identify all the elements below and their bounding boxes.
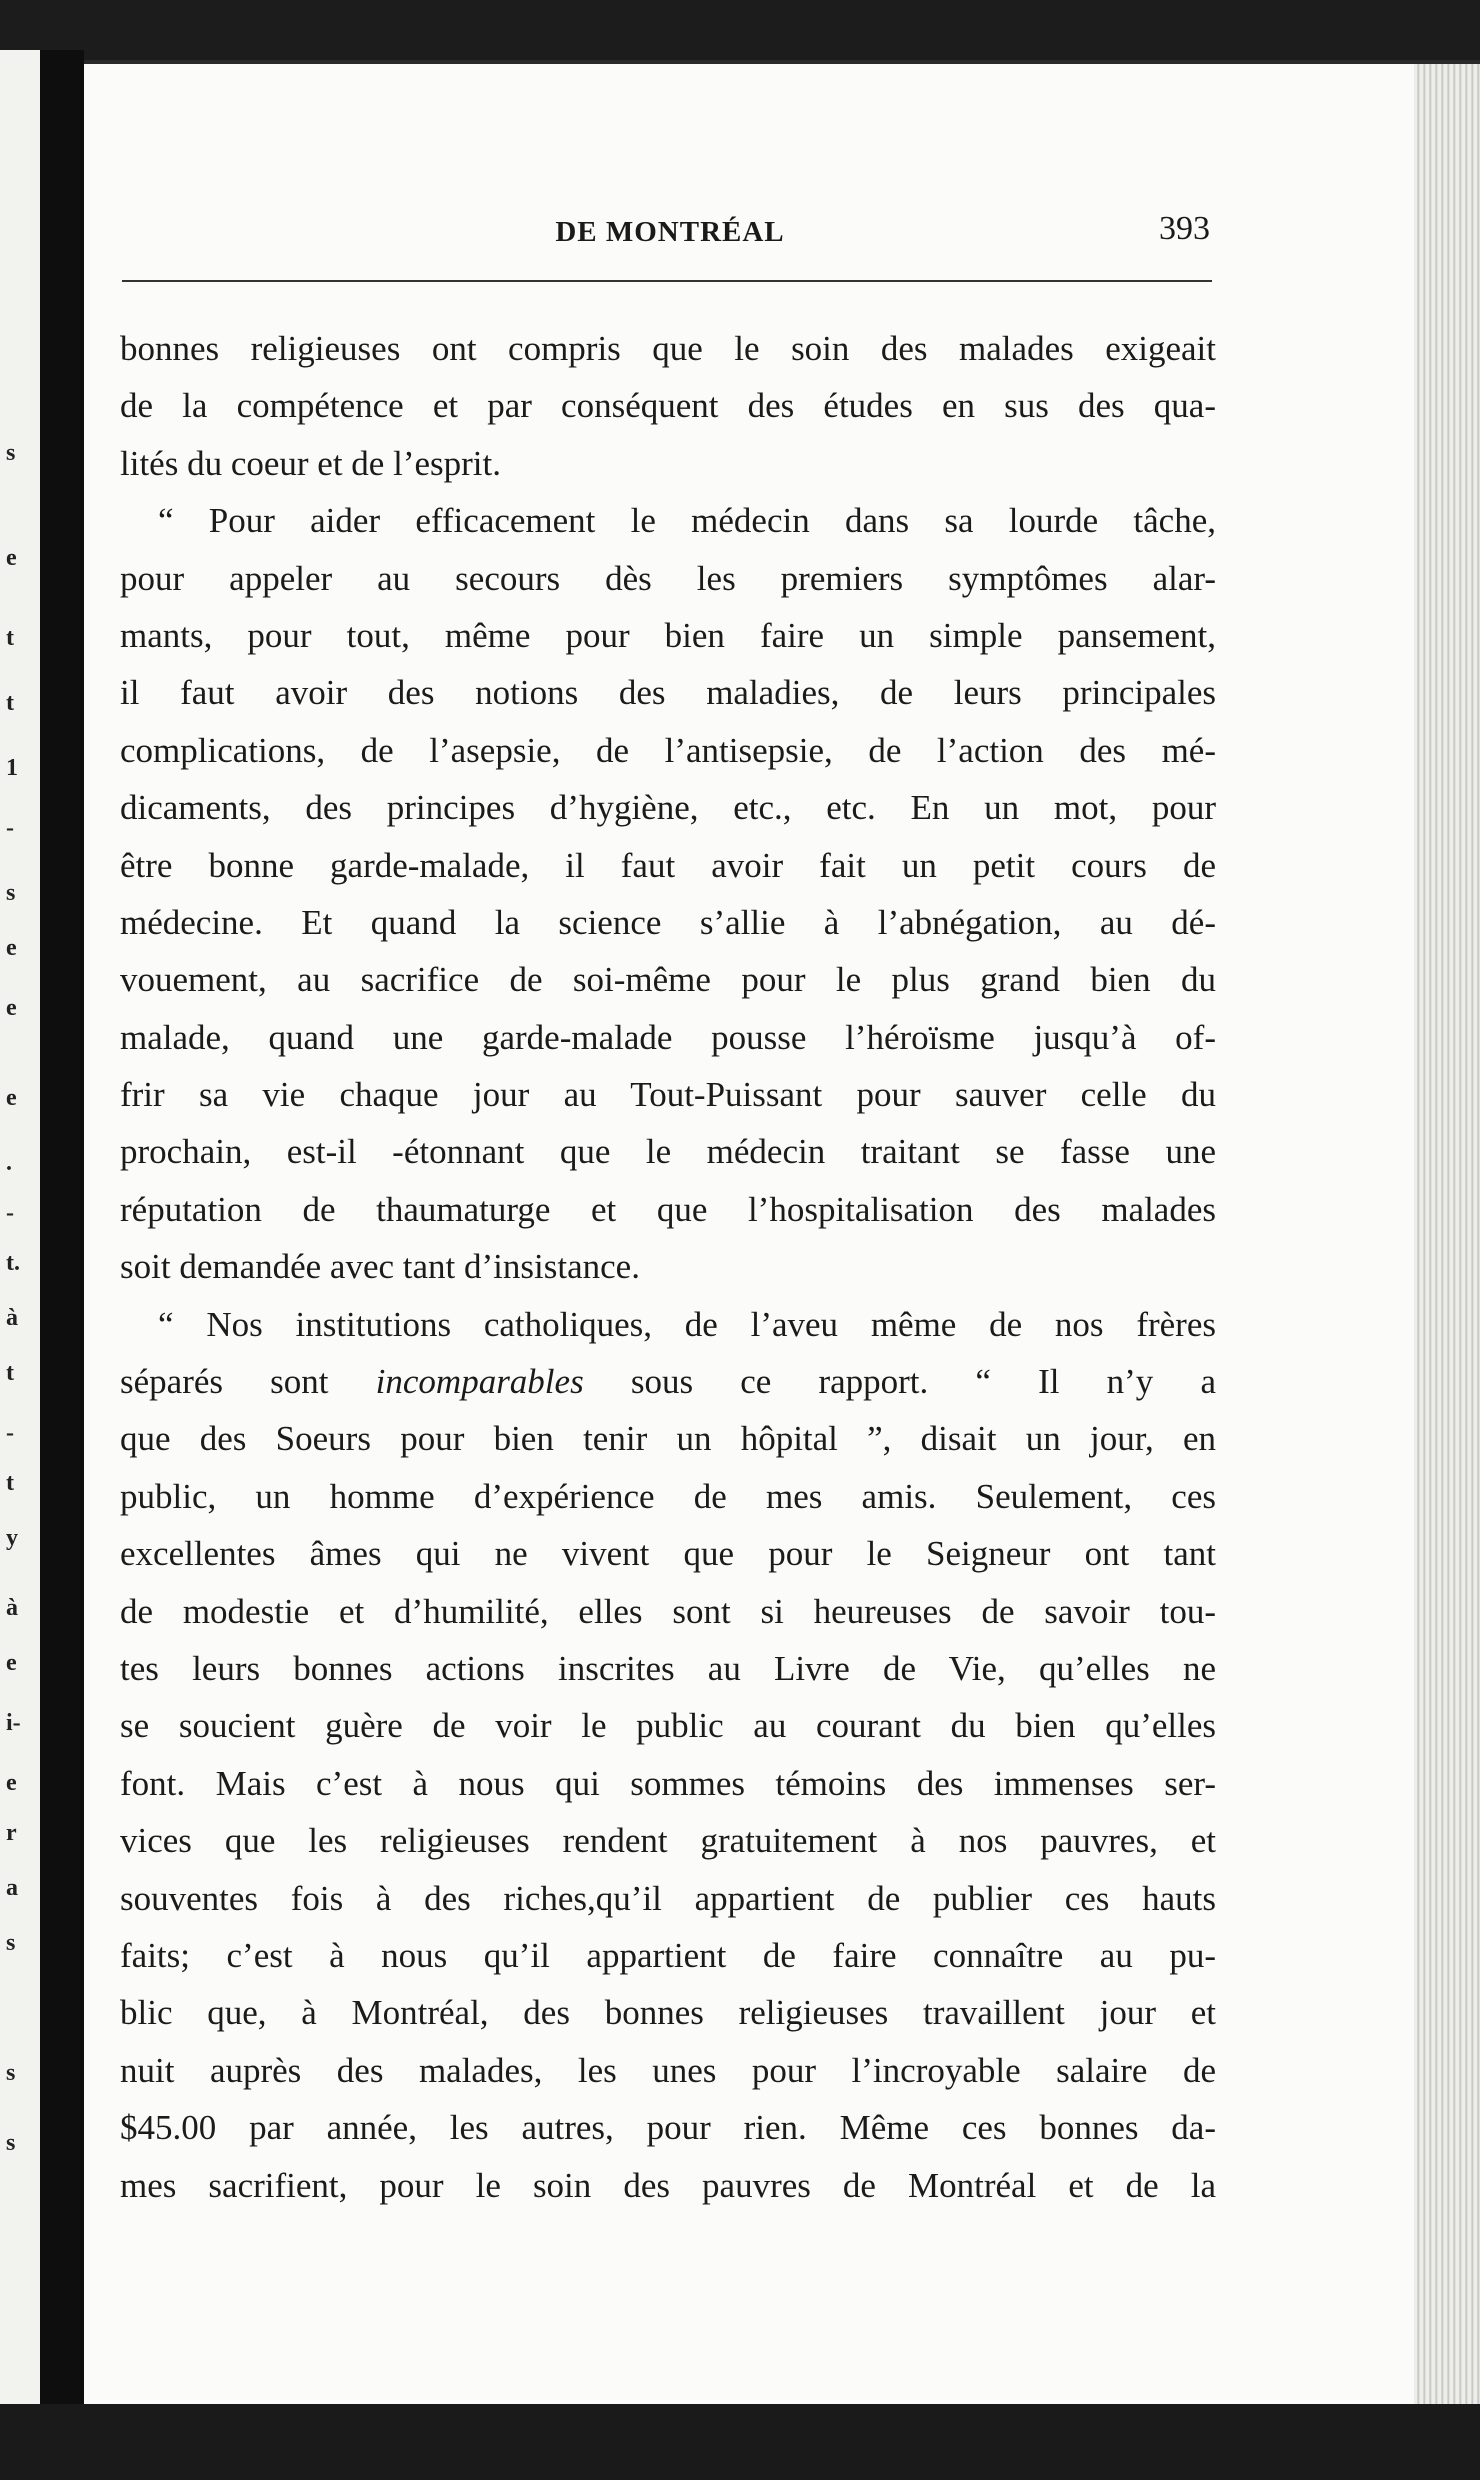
text-line: mants, pour tout, même pour bien faire un simple pansement, bbox=[120, 615, 1216, 655]
page-edges bbox=[1414, 64, 1480, 2404]
text-line-part: sous ce rapport. “ Il n’y a bbox=[583, 1362, 1216, 1402]
text-line: lités du coeur et de l’esprit. bbox=[120, 443, 501, 483]
text-line: bonnes religieuses ont compris que le soin des malades exigeait bbox=[120, 329, 1216, 368]
text-line: mes sacrifient, pour le soin des pauvres de Montréal et de la bbox=[120, 2165, 1216, 2205]
text-line: font. Mais c’est à nous qui sommes témoins des immenses ser- bbox=[120, 1763, 1216, 1803]
facing-page-fragment: - bbox=[6, 815, 14, 841]
text-line: “ Pour aider efficacement le médecin dans sa lourde tâche, bbox=[158, 501, 1216, 541]
text-line: médecine. Et quand la science s’allie à l’abnégation, au dé- bbox=[120, 902, 1216, 942]
facing-page-fragment: t bbox=[6, 690, 14, 716]
text-line: faits; c’est à nous qu’il appartient de faire connaître au pu- bbox=[120, 1935, 1216, 1975]
facing-page-fragment: s bbox=[6, 2060, 16, 2086]
facing-page-fragment: r bbox=[6, 1820, 17, 1846]
text-line: frir sa vie chaque jour au Tout-Puissant pour sauver celle du bbox=[120, 1075, 1216, 1115]
text-line: excellentes âmes qui ne vivent que pour le Seigneur ont tant bbox=[120, 1534, 1216, 1574]
facing-page-fragment: - bbox=[6, 1200, 14, 1226]
running-head: DE MONTRÉAL bbox=[555, 216, 785, 248]
facing-page-fragment: t bbox=[6, 1360, 14, 1386]
facing-page-text-fragments bbox=[0, 50, 30, 2420]
book-spine-shadow bbox=[40, 50, 84, 2420]
text-line: prochain, est-il -étonnant que le médecin traitant se fasse une bbox=[120, 1132, 1216, 1172]
page-number: 393 bbox=[1159, 210, 1210, 247]
text-line: que des Soeurs pour bien tenir un hôpital ”, disait un jour, en bbox=[120, 1419, 1216, 1459]
text-line: être bonne garde-malade, il faut avoir fait un petit cours de bbox=[120, 845, 1216, 885]
text-line: public, un homme d’expérience de mes amis. Seulement, ces bbox=[120, 1476, 1216, 1516]
facing-page-fragment: t bbox=[6, 625, 14, 651]
facing-page-fragment: s bbox=[6, 1930, 16, 1956]
text-line: blic que, à Montréal, des bonnes religieuses travaillent jour et bbox=[120, 1993, 1216, 2033]
facing-page-fragment: e bbox=[6, 995, 17, 1021]
text-line: vouement, au sacrifice de soi-même pour le plus grand bien du bbox=[120, 960, 1216, 1000]
text-line: dicaments, des principes d’hygiène, etc., etc. En un mot, pour bbox=[120, 788, 1216, 828]
text-line: vices que les religieuses rendent gratuitement à nos pauvres, et bbox=[120, 1821, 1216, 1861]
facing-page-fragment: - bbox=[6, 1420, 14, 1446]
facing-page-fragment: i- bbox=[6, 1710, 21, 1736]
facing-page-fragment: 1 bbox=[6, 755, 18, 781]
facing-page-fragment: s bbox=[6, 440, 16, 466]
facing-page-fragment: s bbox=[6, 2130, 16, 2156]
italic-term: incomparables bbox=[375, 1362, 584, 1402]
text-line: réputation de thaumaturge et que l’hospitalisation des malades bbox=[120, 1189, 1216, 1229]
text-line: “ Nos institutions catholiques, de l’aveu même de nos frères bbox=[158, 1304, 1216, 1344]
text-line: soit demandée avec tant d’insistance. bbox=[120, 1247, 640, 1287]
facing-page-fragment: t bbox=[6, 1470, 14, 1496]
facing-page-fragment: e bbox=[6, 1085, 17, 1111]
facing-page-fragment: y bbox=[6, 1525, 18, 1551]
scan-bottom-border bbox=[0, 2404, 1480, 2480]
facing-page-fragment: e bbox=[6, 545, 17, 571]
text-line: de modestie et d’humilité, elles sont si heureuses de savoir tou- bbox=[120, 1591, 1216, 1631]
facing-page-fragment: à bbox=[6, 1595, 18, 1621]
facing-page-fragment: a bbox=[6, 1875, 18, 1901]
text-line-part: séparés sont bbox=[120, 1362, 376, 1402]
facing-page-fragment: e bbox=[6, 935, 17, 961]
header-rule bbox=[122, 280, 1212, 282]
text-line: pour appeler au secours dès les premiers symptômes alar- bbox=[120, 558, 1216, 598]
facing-page-fragment: t. bbox=[6, 1250, 20, 1276]
facing-page-fragment: . bbox=[6, 1150, 12, 1176]
text-line: nuit auprès des malades, les unes pour l’incroyable salaire de bbox=[120, 2050, 1216, 2090]
scan-top-border bbox=[0, 0, 1480, 60]
text-line: $45.00 par année, les autres, pour rien. Même ces bonnes da- bbox=[120, 2108, 1216, 2148]
facing-page-fragment: e bbox=[6, 1650, 17, 1676]
text-line: complications, de l’asepsie, de l’antisepsie, de l’action des mé- bbox=[120, 730, 1216, 770]
body-text bbox=[120, 320, 1216, 2214]
text-line: souventes fois à des riches,qu’il appartient de publier ces hauts bbox=[120, 1878, 1216, 1918]
text-line: de la compétence et par conséquent des études en sus des qua- bbox=[120, 386, 1216, 426]
text-line: tes leurs bonnes actions inscrites au Livre de Vie, qu’elles ne bbox=[120, 1648, 1216, 1688]
text-line bbox=[120, 1353, 1216, 1410]
facing-page-fragment: s bbox=[6, 880, 16, 906]
facing-page-fragment: e bbox=[6, 1770, 17, 1796]
text-line: malade, quand une garde-malade pousse l’héroïsme jusqu’à of- bbox=[120, 1017, 1216, 1057]
text-line: il faut avoir des notions des maladies, de leurs principales bbox=[120, 673, 1216, 713]
text-line: se soucient guère de voir le public au courant du bien qu’elles bbox=[120, 1706, 1216, 1746]
facing-page-fragment: à bbox=[6, 1305, 18, 1331]
